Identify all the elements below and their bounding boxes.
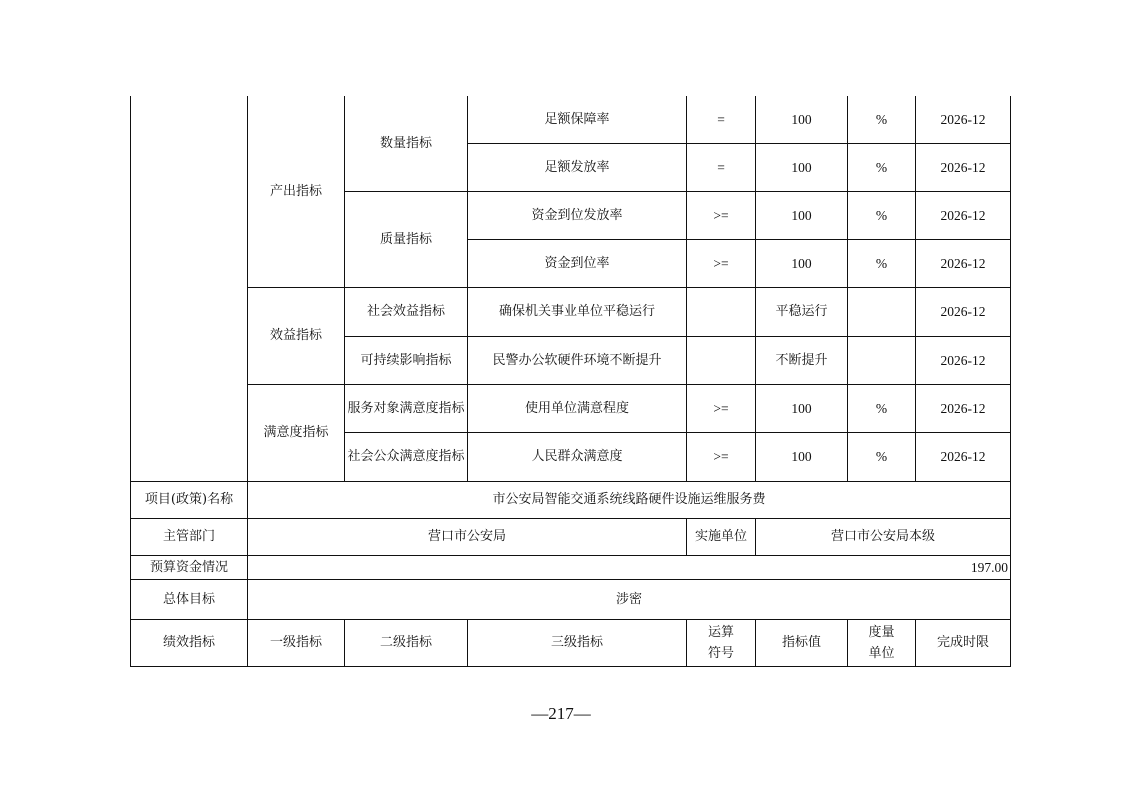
- indicator-operator: >=: [713, 449, 729, 464]
- indicator-name: 人民群众满意度: [531, 449, 623, 464]
- indicator-value: 100: [791, 159, 812, 175]
- department-label: 主管部门: [162, 529, 215, 544]
- level2-label: 服务对象满意度指标: [347, 400, 465, 416]
- indicator-operator: =: [717, 159, 725, 175]
- header-operator: [687, 620, 755, 666]
- indicator-value: 100: [791, 449, 812, 464]
- header-performance-indicators: 绩效指标: [162, 635, 215, 650]
- indicator-name: 足额保障率: [544, 111, 610, 127]
- level1-benefit-label: 效益指标: [269, 328, 322, 343]
- level1-output-label: 产出指标: [269, 183, 322, 199]
- indicator-unit: %: [875, 449, 888, 464]
- indicator-operator: [687, 288, 755, 336]
- indicator-name: 民警办公软硬件环境不断提升: [492, 352, 662, 368]
- indicator-value: 100: [791, 207, 812, 223]
- indicator-name: 资金到位率: [544, 255, 610, 271]
- page-number: —217—: [531, 704, 591, 723]
- header-unit-line2: 单位: [868, 646, 895, 661]
- header-unit-line1: 度量: [868, 625, 895, 640]
- level2-label: 可持续影响指标: [360, 352, 452, 368]
- header-operator-line2: 符号: [707, 646, 734, 661]
- indicator-deadline: 2026-12: [940, 111, 986, 127]
- indicator-unit: %: [875, 255, 888, 271]
- indicator-deadline: 2026-12: [940, 304, 986, 319]
- indicator-value: 100: [791, 255, 812, 271]
- indicator-unit: [848, 337, 915, 384]
- implementing-unit-label: 实施单位: [694, 529, 747, 544]
- header-unit: [848, 620, 915, 666]
- indicator-value: 100: [791, 400, 812, 416]
- project-name: 市公安局智能交通系统线路硬件设施运维服务费: [492, 492, 766, 507]
- indicator-unit: [848, 288, 915, 336]
- indicator-unit: %: [875, 400, 888, 416]
- level1-satisfaction-label: 满意度指标: [263, 425, 329, 440]
- level2-label: 社会效益指标: [366, 304, 445, 319]
- level2-label: 社会公众满意度指标: [347, 449, 465, 464]
- indicator-operator: [687, 337, 755, 384]
- implementing-unit-value: 营口市公安局本级: [830, 529, 935, 544]
- indicator-deadline: 2026-12: [940, 352, 986, 368]
- budget-label: 预算资金情况: [149, 559, 228, 575]
- header-value: 指标值: [781, 635, 821, 650]
- indicator-operator: >=: [713, 255, 729, 271]
- header-level2: 二级指标: [379, 635, 432, 650]
- header-level1: 一级指标: [269, 635, 322, 650]
- indicator-value: 100: [791, 111, 812, 127]
- indicator-unit: %: [875, 207, 888, 223]
- indicator-name: 确保机关事业单位平稳运行: [498, 304, 655, 319]
- indicator-name: 资金到位发放率: [531, 207, 623, 223]
- indicator-deadline: 2026-12: [940, 255, 986, 271]
- department-value: 营口市公安局: [427, 529, 506, 544]
- indicator-deadline: 2026-12: [940, 449, 986, 464]
- indicator-operator: >=: [713, 207, 729, 223]
- indicator-value: 不断提升: [775, 352, 828, 368]
- indicator-name: 使用单位满意程度: [524, 400, 629, 416]
- indicator-operator: =: [717, 111, 725, 127]
- indicator-unit: %: [875, 111, 888, 127]
- header-level3: 三级指标: [550, 635, 603, 650]
- indicator-name: 足额发放率: [544, 159, 610, 175]
- header-operator-line1: 运算: [707, 625, 734, 640]
- level2-quantity-label: 数量指标: [379, 135, 432, 151]
- overall-goal-value: 涉密: [615, 591, 642, 607]
- indicator-deadline: 2026-12: [940, 207, 986, 223]
- indicator-value: 平稳运行: [775, 304, 828, 319]
- header-deadline: 完成时限: [936, 635, 989, 650]
- level2-quality-label: 质量指标: [379, 231, 432, 247]
- indicator-unit: %: [875, 159, 888, 175]
- project-name-label: 项目(政策)名称: [144, 492, 234, 507]
- indicator-deadline: 2026-12: [940, 159, 986, 175]
- overall-goal-label: 总体目标: [162, 591, 215, 607]
- indicator-operator: >=: [713, 400, 729, 416]
- budget-value: 197.00: [970, 559, 1008, 575]
- indicator-deadline: 2026-12: [940, 400, 986, 416]
